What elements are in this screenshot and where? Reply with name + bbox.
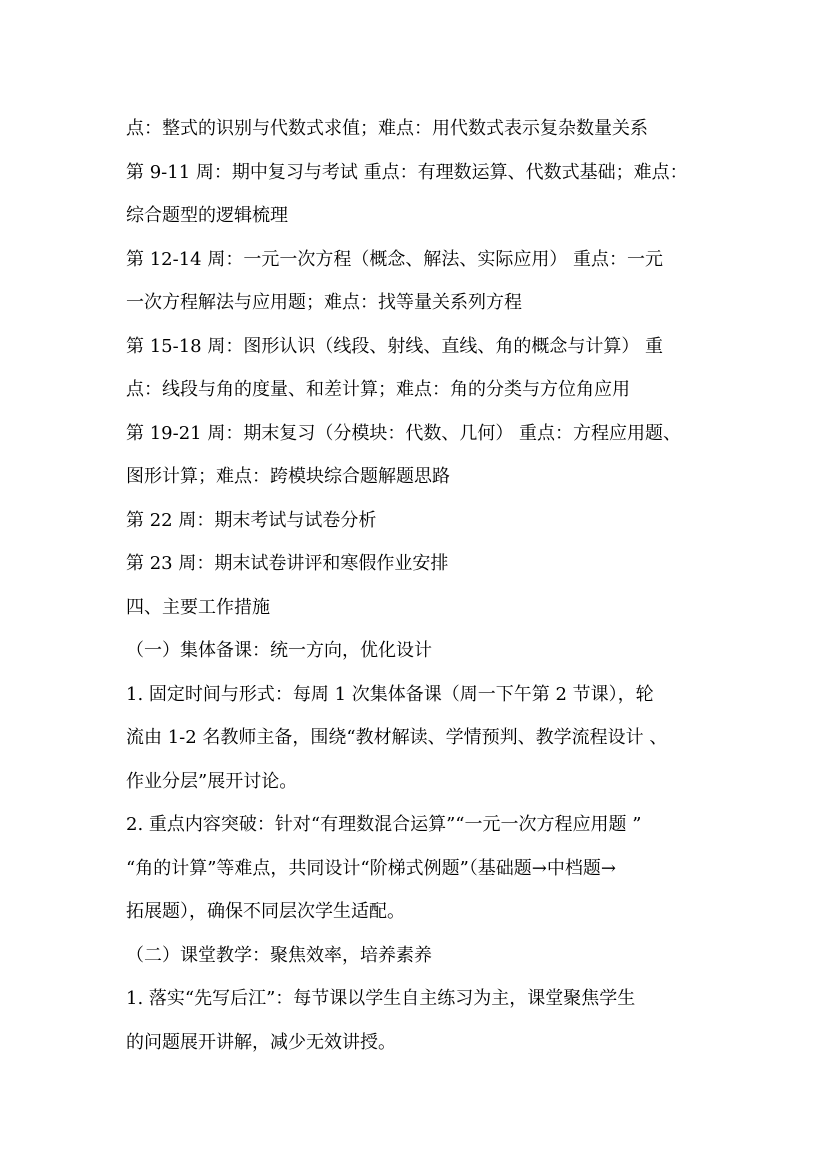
text-line: 1. 固定时间与形式：每周 1 次集体备课（周一下午第 2 节课），轮 [126,683,654,705]
text-line: 点：线段与角的度量、和差计算；难点：角的分类与方位角应用 [126,379,630,400]
text-line: 第 22 周：期末考试与试卷分析 [126,509,377,531]
document-body [126,107,706,1064]
text-line: 流由 1-2 名教师主备，围绕“教材解读、学情预判、教学流程设计 、 [126,727,668,748]
text-line: 第 23 周：期末试卷讲评和寒假作业安排 [126,553,449,574]
section-heading: 四、主要工作措施 [126,596,270,618]
subsection-heading: （二）课堂教学：聚焦效率，培养素养 [126,944,432,966]
text-line: 第 9-11 周：期中复习与考试 重点：有理数运算、代数式基础；难点： [126,161,688,183]
text-line: 第 15-18 周：图形认识（线段、射线、直线、角的概念与计算） 重 [126,335,664,357]
text-line: 2. 重点内容突破：针对“有理数混合运算”“一元一次方程应用题 ” [126,814,642,835]
text-line: 第 19-21 周：期末复习（分模块：代数、几何） 重点：方程应用题、 [126,422,682,444]
text-line: 点：整式的识别与代数式求值；难点：用代数式表示复杂数量关系 [126,118,648,139]
text-line: “角的计算”等难点，共同设计“阶梯式例题”（基础题→中档题→ [126,857,616,879]
text-line: 第 12-14 周：一元一次方程（概念、解法、实际应用） 重点：一元 [126,248,664,270]
subsection-heading: （一）集体备课：统一方向，优化设计 [126,640,432,661]
text-line: 的问题展开讲解，减少无效讲授。 [126,1031,396,1053]
text-line: 一次方程解法与应用题；难点：找等量关系列方程 [126,292,522,313]
text-line: 1. 落实“先写后江”：每节课以学生自主练习为主，课堂聚焦学生 [126,988,636,1009]
text-line: 综合题型的逻辑梳理 [126,205,288,226]
text-line: 作业分层”展开讨论。 [126,770,298,792]
text-line: 图形计算；难点：跨模块综合题解题思路 [126,466,450,487]
text-line: 拓展题），确保不同层次学生适配。 [126,901,405,922]
